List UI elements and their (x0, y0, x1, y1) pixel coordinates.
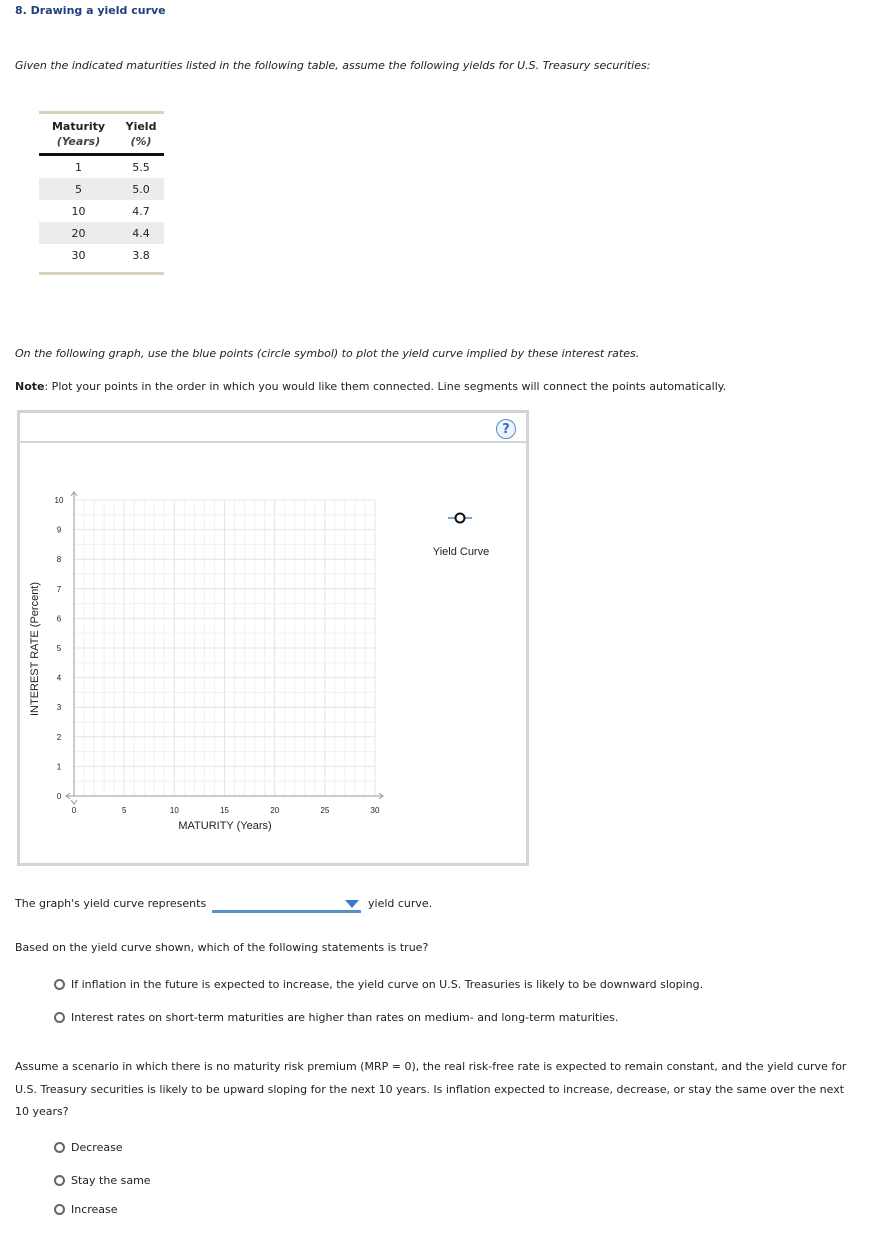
question3-prompt: Assume a scenario in which there is no maturity risk premium (MRP = 0), the real risk-free rate is expected to remain constant, and the yield curve for U.S. Treasury securities is likely to be upward sloping for the next 10 years. Is inflation expected to increase, decrease, or stay the same over the next 10 years? (15, 1060, 847, 1118)
x-tick-label: 25 (320, 806, 330, 815)
yield-cell: 4.4 (118, 222, 164, 244)
x-tick-label: 0 (71, 806, 77, 815)
y-tick-label: 9 (56, 525, 62, 535)
option-label: Interest rates on short-term maturities are higher than rates on medium- and long-term maturities. (71, 1011, 619, 1024)
question1-prefix: The graph's yield curve represents (15, 897, 207, 910)
x-tick-label: 30 (370, 806, 380, 815)
maturity-cell: 20 (39, 222, 118, 244)
yield-unit: (%) (130, 135, 152, 148)
legend-label: Yield Curve (432, 546, 490, 558)
y-tick-label: 10 (54, 496, 64, 505)
intro-text: Given the indicated maturities listed in the following table, assume the following yields for U.S. Treasury securities: (15, 59, 651, 72)
q3-option-decrease[interactable] (54, 1141, 123, 1154)
yield-cell: 5.0 (118, 178, 164, 200)
q2-option-1[interactable] (54, 978, 703, 991)
yield-curve-legend-tool[interactable] (433, 514, 489, 559)
yield-header: Yield (125, 120, 157, 133)
option-label: Increase (71, 1203, 118, 1216)
q3-option-increase[interactable] (54, 1203, 118, 1216)
x-tick-label: 15 (220, 806, 229, 815)
q3-option-stay-same[interactable] (54, 1174, 151, 1187)
yield-curve-type-dropdown[interactable] (212, 893, 361, 913)
note-body: : Plot your points in the order in which you would like them connected. Line segments will connect the points automatically. (44, 380, 727, 393)
question1-suffix: yield curve. (368, 897, 433, 910)
question2-prompt: Based on the yield curve shown, which of the following statements is true? (15, 941, 429, 954)
yield-cell: 3.8 (132, 248, 150, 262)
q2-option-2[interactable] (54, 1011, 618, 1024)
question-title: 8. Drawing a yield curve (15, 4, 166, 17)
maturity-cell: 10 (71, 204, 86, 218)
y-tick-label: 6 (56, 614, 62, 624)
y-tick-label: 3 (56, 703, 62, 713)
radio-button[interactable] (54, 1142, 65, 1153)
yield-cell: 4.7 (132, 204, 150, 218)
dropdown-arrow-icon[interactable] (345, 900, 359, 908)
x-axis-label: MATURITY (Years) (178, 820, 272, 832)
radio-button[interactable] (54, 1204, 65, 1215)
maturity-header: Maturity (51, 120, 106, 133)
radio-button[interactable] (54, 1012, 65, 1023)
help-icon[interactable]: ? (496, 419, 516, 439)
option-label: Decrease (71, 1141, 123, 1154)
y-tick-label: 5 (56, 644, 62, 653)
radio-button[interactable] (54, 1175, 65, 1186)
blue-circle-point-icon[interactable] (456, 514, 465, 523)
y-tick-label: 7 (56, 584, 62, 594)
y-axis-label: INTEREST RATE (Percent) (29, 581, 41, 717)
radio-button[interactable] (54, 979, 65, 990)
graph-instructions: On the following graph, use the blue points (circle symbol) to plot the yield curve implied by these interest rates. (15, 347, 640, 360)
option-label: Stay the same (71, 1174, 151, 1187)
maturity-cell: 1 (75, 160, 83, 174)
yield-cell: 5.5 (132, 160, 150, 174)
y-tick-label: 8 (56, 555, 62, 565)
y-tick-label: 0 (56, 792, 62, 801)
option-label: If inflation in the future is expected to increase, the yield curve on U.S. Treasuries is likely to be downward sloping. (71, 978, 704, 991)
y-axis-down-arrow-icon (71, 800, 77, 804)
x-tick-label: 20 (270, 806, 280, 815)
maturity-unit: (Years) (56, 135, 101, 148)
maturity-cell: 30 (71, 248, 86, 262)
y-tick-label: 2 (56, 732, 62, 742)
maturity-cell: 5 (39, 178, 118, 200)
x-tick-label: 5 (121, 806, 127, 815)
note-label: Note (15, 380, 45, 393)
y-tick-label: 4 (56, 673, 62, 683)
y-tick-label: 1 (56, 762, 62, 772)
x-tick-label: 10 (169, 806, 179, 815)
